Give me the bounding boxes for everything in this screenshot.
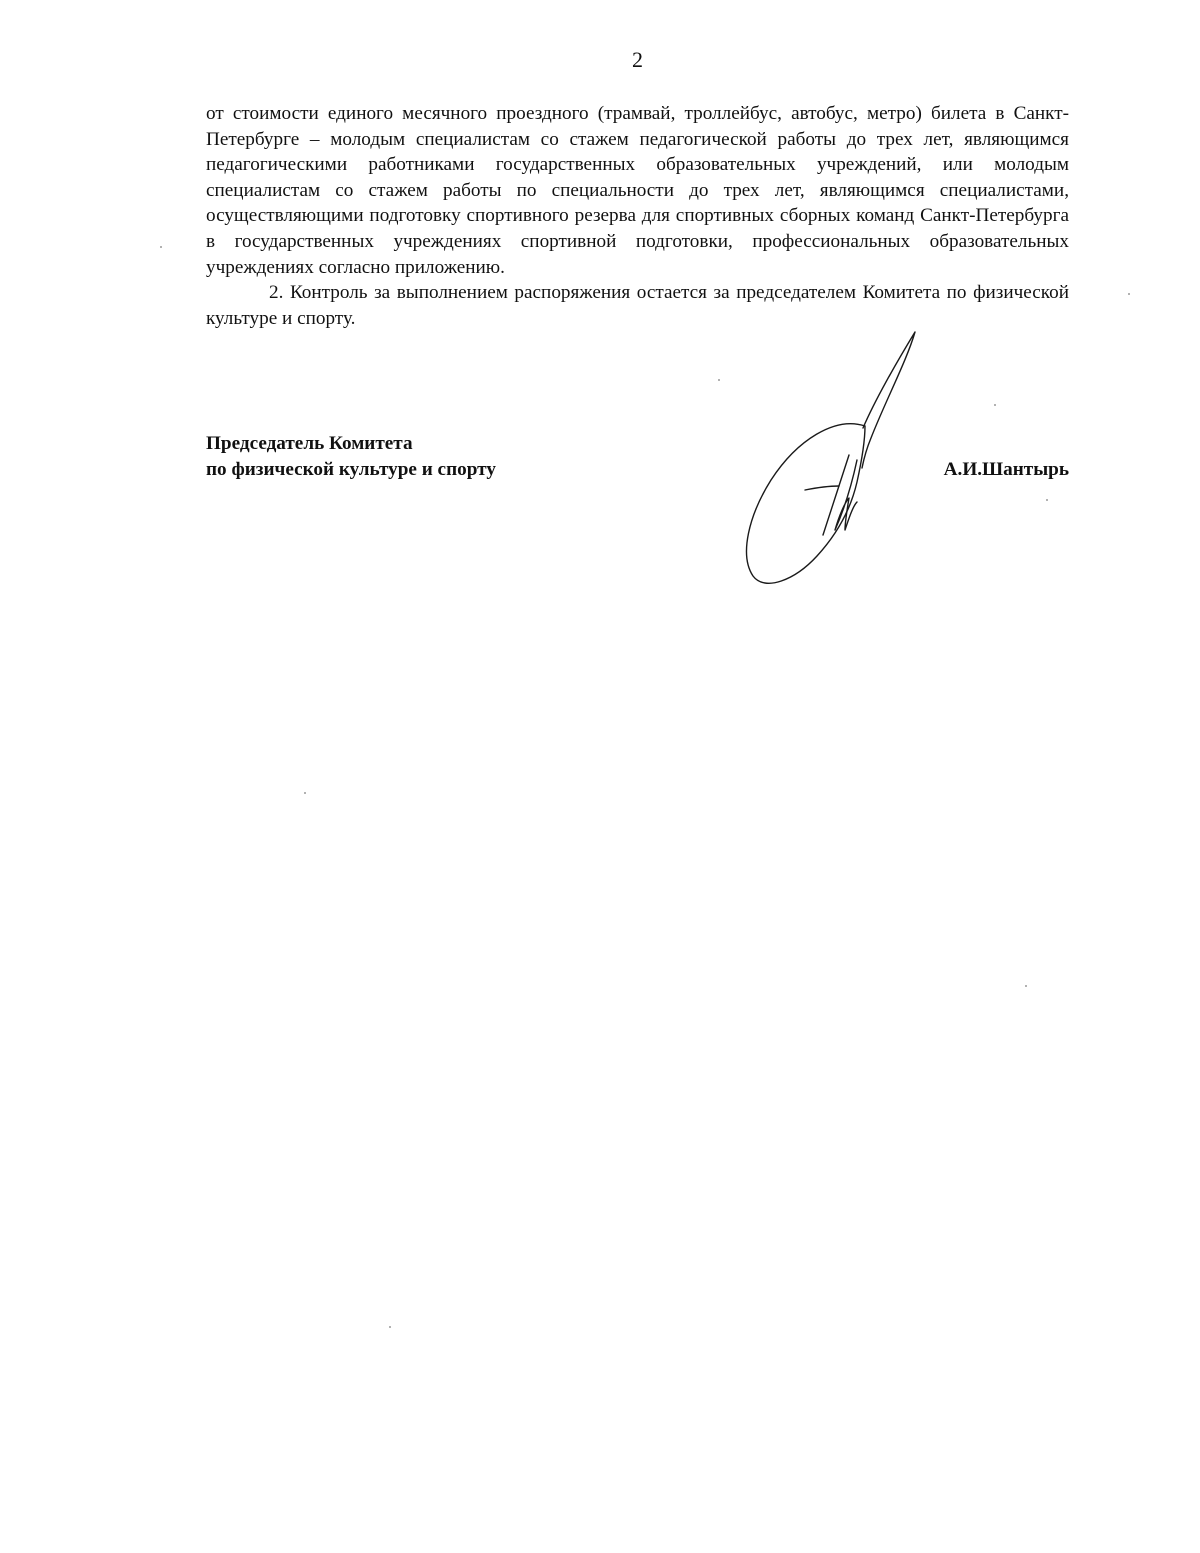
scan-speck — [994, 404, 996, 406]
paragraph-continuation: от стоимости единого месячного проездного (трамвай, троллейбус, автобус, метро) билета в Санкт-Петербурге – молодым специалистам со стажем педагогической работы до трех лет, являющимся педагогическими работниками государственных образовательных учреждений, или молодым специалистам со стажем работы по специальности до трех лет, являющимся специалистами, осуществляющими подготовку спортивного резерва для спортивных сборных команд Санкт-Петербурга в государственных учреждениях спортивной подготовки, профессиональных образовательных учреждениях согласно приложению. — [206, 103, 1069, 278]
scan-speck — [389, 1326, 391, 1328]
signer-title — [206, 431, 496, 483]
signer-title-line-1: Председатель Комитета — [206, 433, 413, 454]
paragraph-control-clause: 2. Контроль за выполнением распоряжения остается за председателем Комитета по физической культуре и спорту. — [206, 282, 1069, 329]
scan-speck — [1025, 985, 1027, 987]
document-body — [206, 101, 1069, 331]
scan-speck — [1128, 293, 1130, 295]
signer-name: А.И.Шантырь — [943, 459, 1069, 480]
scan-speck — [718, 379, 720, 381]
signer-title-line-2: по физической культуре и спорту — [206, 459, 496, 480]
page-number: 2 — [632, 47, 643, 72]
scan-speck — [304, 792, 306, 794]
scan-speck — [160, 246, 162, 248]
handwritten-signature — [735, 330, 925, 590]
scan-speck — [1046, 499, 1048, 501]
